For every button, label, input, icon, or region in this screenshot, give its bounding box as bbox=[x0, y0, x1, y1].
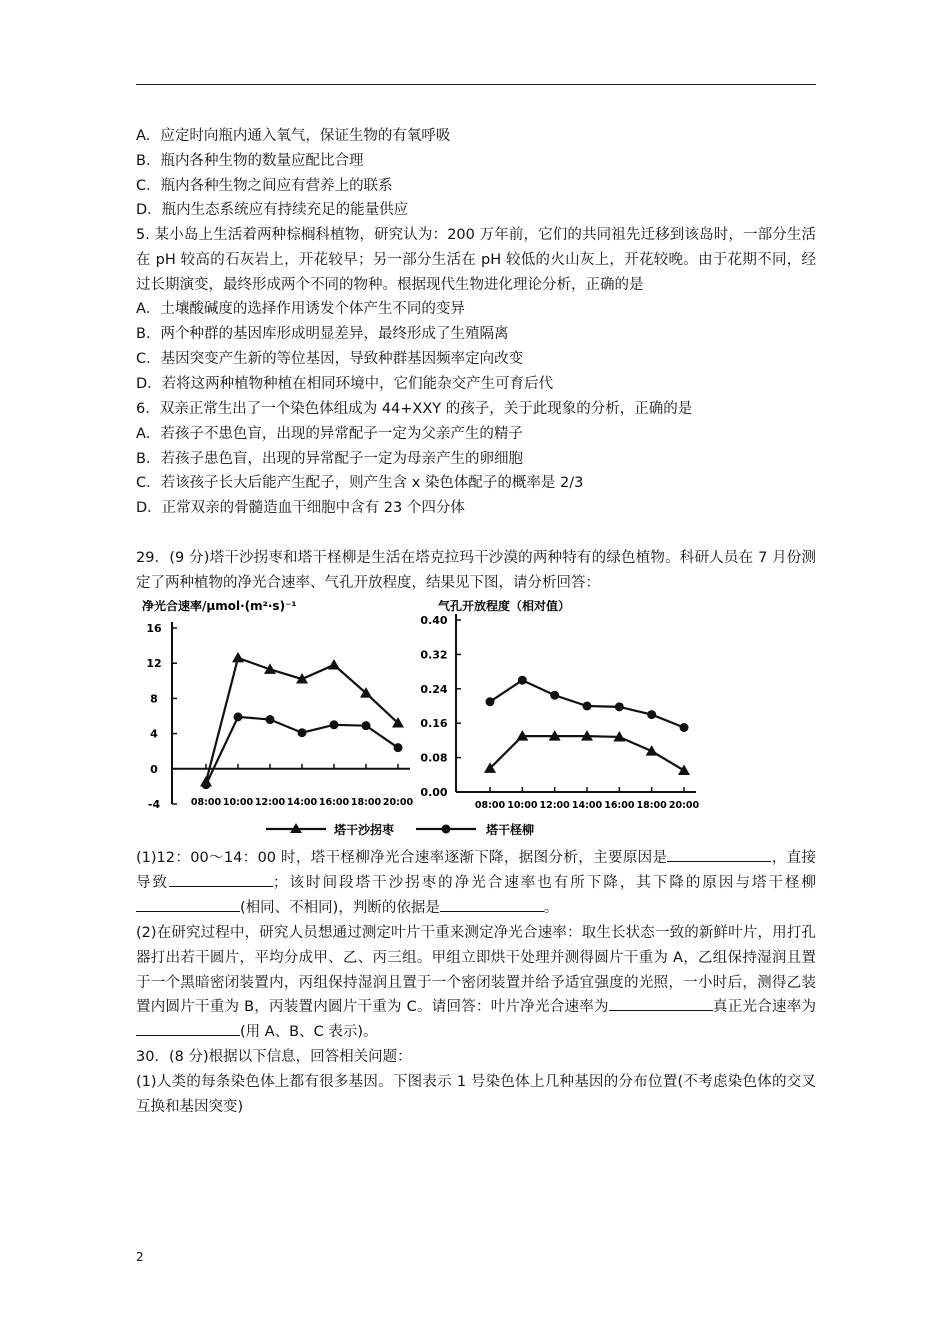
x-tick-label: 08:00 bbox=[474, 800, 506, 811]
charts-svg bbox=[136, 600, 836, 845]
page-number: 2 bbox=[136, 1250, 144, 1264]
legend-label-a: 塔干沙拐枣 bbox=[334, 823, 395, 837]
data-point-circle bbox=[680, 723, 689, 732]
answer-blank-4[interactable] bbox=[440, 897, 544, 912]
x-tick-label: 12:00 bbox=[539, 800, 570, 811]
x-tick-label: 14:00 bbox=[286, 796, 318, 808]
chart-net-photosynthesis bbox=[142, 600, 414, 811]
chart-title: 净光合速率/μmol·(m²·s)⁻¹ bbox=[142, 600, 297, 613]
answer-blank-5[interactable] bbox=[609, 996, 713, 1011]
data-point-circle bbox=[298, 728, 307, 737]
data-point-circle bbox=[647, 710, 656, 719]
q6-option-b: B．若孩子患色盲，出现的异常配子一定为母亲产生的卵细胞 bbox=[136, 450, 523, 467]
y-tick-label: 0.16 bbox=[420, 717, 448, 731]
answer-blank-2[interactable] bbox=[169, 872, 273, 887]
header-rule bbox=[136, 84, 816, 85]
top-options bbox=[136, 124, 816, 223]
x-tick-label: 16:00 bbox=[318, 796, 350, 808]
data-point-circle bbox=[486, 697, 495, 706]
data-point-circle bbox=[362, 721, 371, 730]
q6-option-d: D．正常双亲的骨髓造血干细胞中含有 23 个四分体 bbox=[136, 500, 465, 517]
q29-p2-a: (2)在研究过程中，研究人员想通过测定叶片干重来测定净光合速率：取生长状态一致的新鲜叶片，用打孔器打出若干圆片，平均分成甲、乙、丙三组。甲组立即烘干处理并测得圆片干重为 A，乙组保持湿润且置于一个黑暗密闭装置内，丙组保持湿润且置于一个密闭装置并给予适宜强度的光照，一小时后，测得乙装置内圆片干重为 B，丙装置内圆片干重为 C。请回答：叶片净光合速率为 bbox=[136, 925, 816, 1016]
q29-part1-text bbox=[136, 846, 816, 920]
q5-option-a: A．土壤酸碱度的选择作用诱发个体产生不同的变异 bbox=[136, 301, 465, 318]
q29-stem-text: 29．(9 分)塔干沙拐枣和塔干柽柳是生活在塔克拉玛干沙漠的两种特有的绿色植物。科研人员在 7 月份测定了两种植物的净光合速率、气孔开放程度，结果见下图，请分析回答： bbox=[136, 550, 816, 591]
q30-part1: (1)人类的每条染色体上都有很多基因。下图表示 1 号染色体上几种基因的分布位置(不考虑染色体的交叉互换和基因突变) bbox=[136, 1073, 816, 1115]
legend-label-b: 塔干柽柳 bbox=[486, 823, 535, 837]
x-tick-label: 18:00 bbox=[350, 796, 382, 808]
data-point-circle bbox=[266, 715, 275, 724]
chart-legend bbox=[266, 822, 534, 837]
q30-stem: 30．(8 分)根据以下信息，回答相关问题： bbox=[136, 1049, 412, 1065]
q29-stem bbox=[136, 546, 816, 596]
data-point-circle bbox=[615, 702, 624, 711]
data-point-circle bbox=[234, 712, 243, 721]
data-point-circle bbox=[550, 691, 559, 700]
x-tick-label: 08:00 bbox=[190, 796, 222, 808]
q5-option-b: B．两个种群的基因库形成明显差异，最终形成了生殖隔离 bbox=[136, 326, 509, 343]
q6-option-a: A．若孩子不患色盲，出现的异常配子一定为父亲产生的精子 bbox=[136, 425, 523, 442]
y-tick-label: 4 bbox=[150, 727, 158, 741]
x-tick-label: 10:00 bbox=[222, 796, 254, 808]
y-tick-label: 0.40 bbox=[420, 614, 448, 627]
x-tick-label: 16:00 bbox=[604, 800, 635, 811]
option-c: C．瓶内各种生物之间应有营养上的联系 bbox=[136, 177, 393, 194]
q29-part2 bbox=[136, 921, 816, 1045]
q29-p1-c: ；该时间段塔干沙拐枣的净光合速率也有所下降，其下降的原因与塔干柽柳 bbox=[273, 874, 816, 891]
q29-p1-e: 。 bbox=[543, 899, 559, 916]
x-tick-label: 12:00 bbox=[254, 796, 286, 808]
data-point-triangle bbox=[328, 659, 340, 670]
answer-blank-3[interactable] bbox=[136, 897, 240, 912]
q5-stem: 5. 某小岛上生活着两种棕榈科植物，研究认为：200 万年前，它们的共同祖先迁移到该岛时，一部分生活在 pH 较高的石灰岩上，开花较早；另一部分生活在 pH 较低的火山灰上，开花较晚。由于花期不同，经过长期演变，最终形成两个不同的物种。根据现代生物进化理论分析，正确的是 bbox=[136, 227, 816, 293]
data-point-triangle bbox=[678, 765, 690, 776]
charts bbox=[136, 600, 836, 845]
y-tick-label: 0.00 bbox=[420, 786, 448, 799]
q29-part2-text bbox=[136, 921, 816, 1045]
data-point-circle bbox=[518, 676, 527, 685]
x-tick-label: 18:00 bbox=[636, 800, 667, 811]
question-30 bbox=[136, 1045, 816, 1119]
answer-blank-1[interactable] bbox=[667, 847, 771, 862]
q29-p1-b: ，直接导致 bbox=[136, 850, 817, 891]
y-tick-label: 0.32 bbox=[420, 648, 448, 662]
chart-title: 气孔开放程度（相对值） bbox=[438, 600, 571, 613]
answer-blank-6[interactable] bbox=[136, 1021, 240, 1036]
question-5 bbox=[136, 223, 816, 397]
y-tick-label: 8 bbox=[150, 692, 158, 706]
y-tick-label: 0.24 bbox=[420, 682, 448, 696]
x-tick-label: 20:00 bbox=[382, 796, 414, 808]
x-tick-label: 14:00 bbox=[571, 800, 603, 811]
q29-p2-b: 真正光合速率为 bbox=[712, 999, 816, 1016]
y-tick-label: 0 bbox=[150, 762, 158, 776]
y-tick-label: 0.08 bbox=[420, 751, 448, 765]
data-point-triangle bbox=[232, 652, 244, 663]
data-point-circle bbox=[394, 743, 403, 752]
option-d: D．瓶内生态系统应有持续充足的能量供应 bbox=[136, 202, 409, 219]
x-tick-label: 10:00 bbox=[507, 800, 538, 811]
q29-p1-d: (相同、不相同)，判断的依据是 bbox=[240, 899, 440, 916]
q5-option-c: C．基因突变产生新的等位基因，导致种群基因频率定向改变 bbox=[136, 350, 524, 367]
data-point-circle bbox=[583, 702, 592, 711]
option-b: B．瓶内各种生物的数量应配比合理 bbox=[136, 152, 364, 169]
q29-p1-a: (1)12：00～14：00 时，塔干柽柳净光合速率逐渐下降，据图分析，主要原因是 bbox=[136, 850, 668, 866]
y-tick-label: -4 bbox=[147, 798, 161, 811]
q6-option-c: C．若该孩子长大后能产生配子，则产生含 x 染色体配子的概率是 2/3 bbox=[136, 475, 584, 492]
x-tick-label: 20:00 bbox=[668, 800, 700, 811]
question-6 bbox=[136, 397, 816, 521]
option-a: A．应定时向瓶内通入氧气，保证生物的有氧呼吸 bbox=[136, 128, 451, 144]
q6-stem: 6．双亲正常生出了一个染色体组成为 44+XXY 的孩子，关于此现象的分析，正确的是 bbox=[136, 401, 693, 417]
q29-part1 bbox=[136, 846, 816, 920]
y-tick-label: 12 bbox=[146, 657, 162, 671]
q29-p2-c: (用 A、B、C 表示)。 bbox=[240, 1024, 378, 1041]
y-tick-label: 16 bbox=[146, 622, 162, 635]
q5-option-d: D．若将这两种植物种植在相同环境中，它们能杂交产生可育后代 bbox=[136, 375, 554, 392]
chart-stomatal-opening bbox=[420, 600, 699, 811]
legend-marker-circle bbox=[442, 825, 451, 834]
data-point-circle bbox=[202, 780, 211, 789]
data-point-circle bbox=[330, 720, 339, 729]
